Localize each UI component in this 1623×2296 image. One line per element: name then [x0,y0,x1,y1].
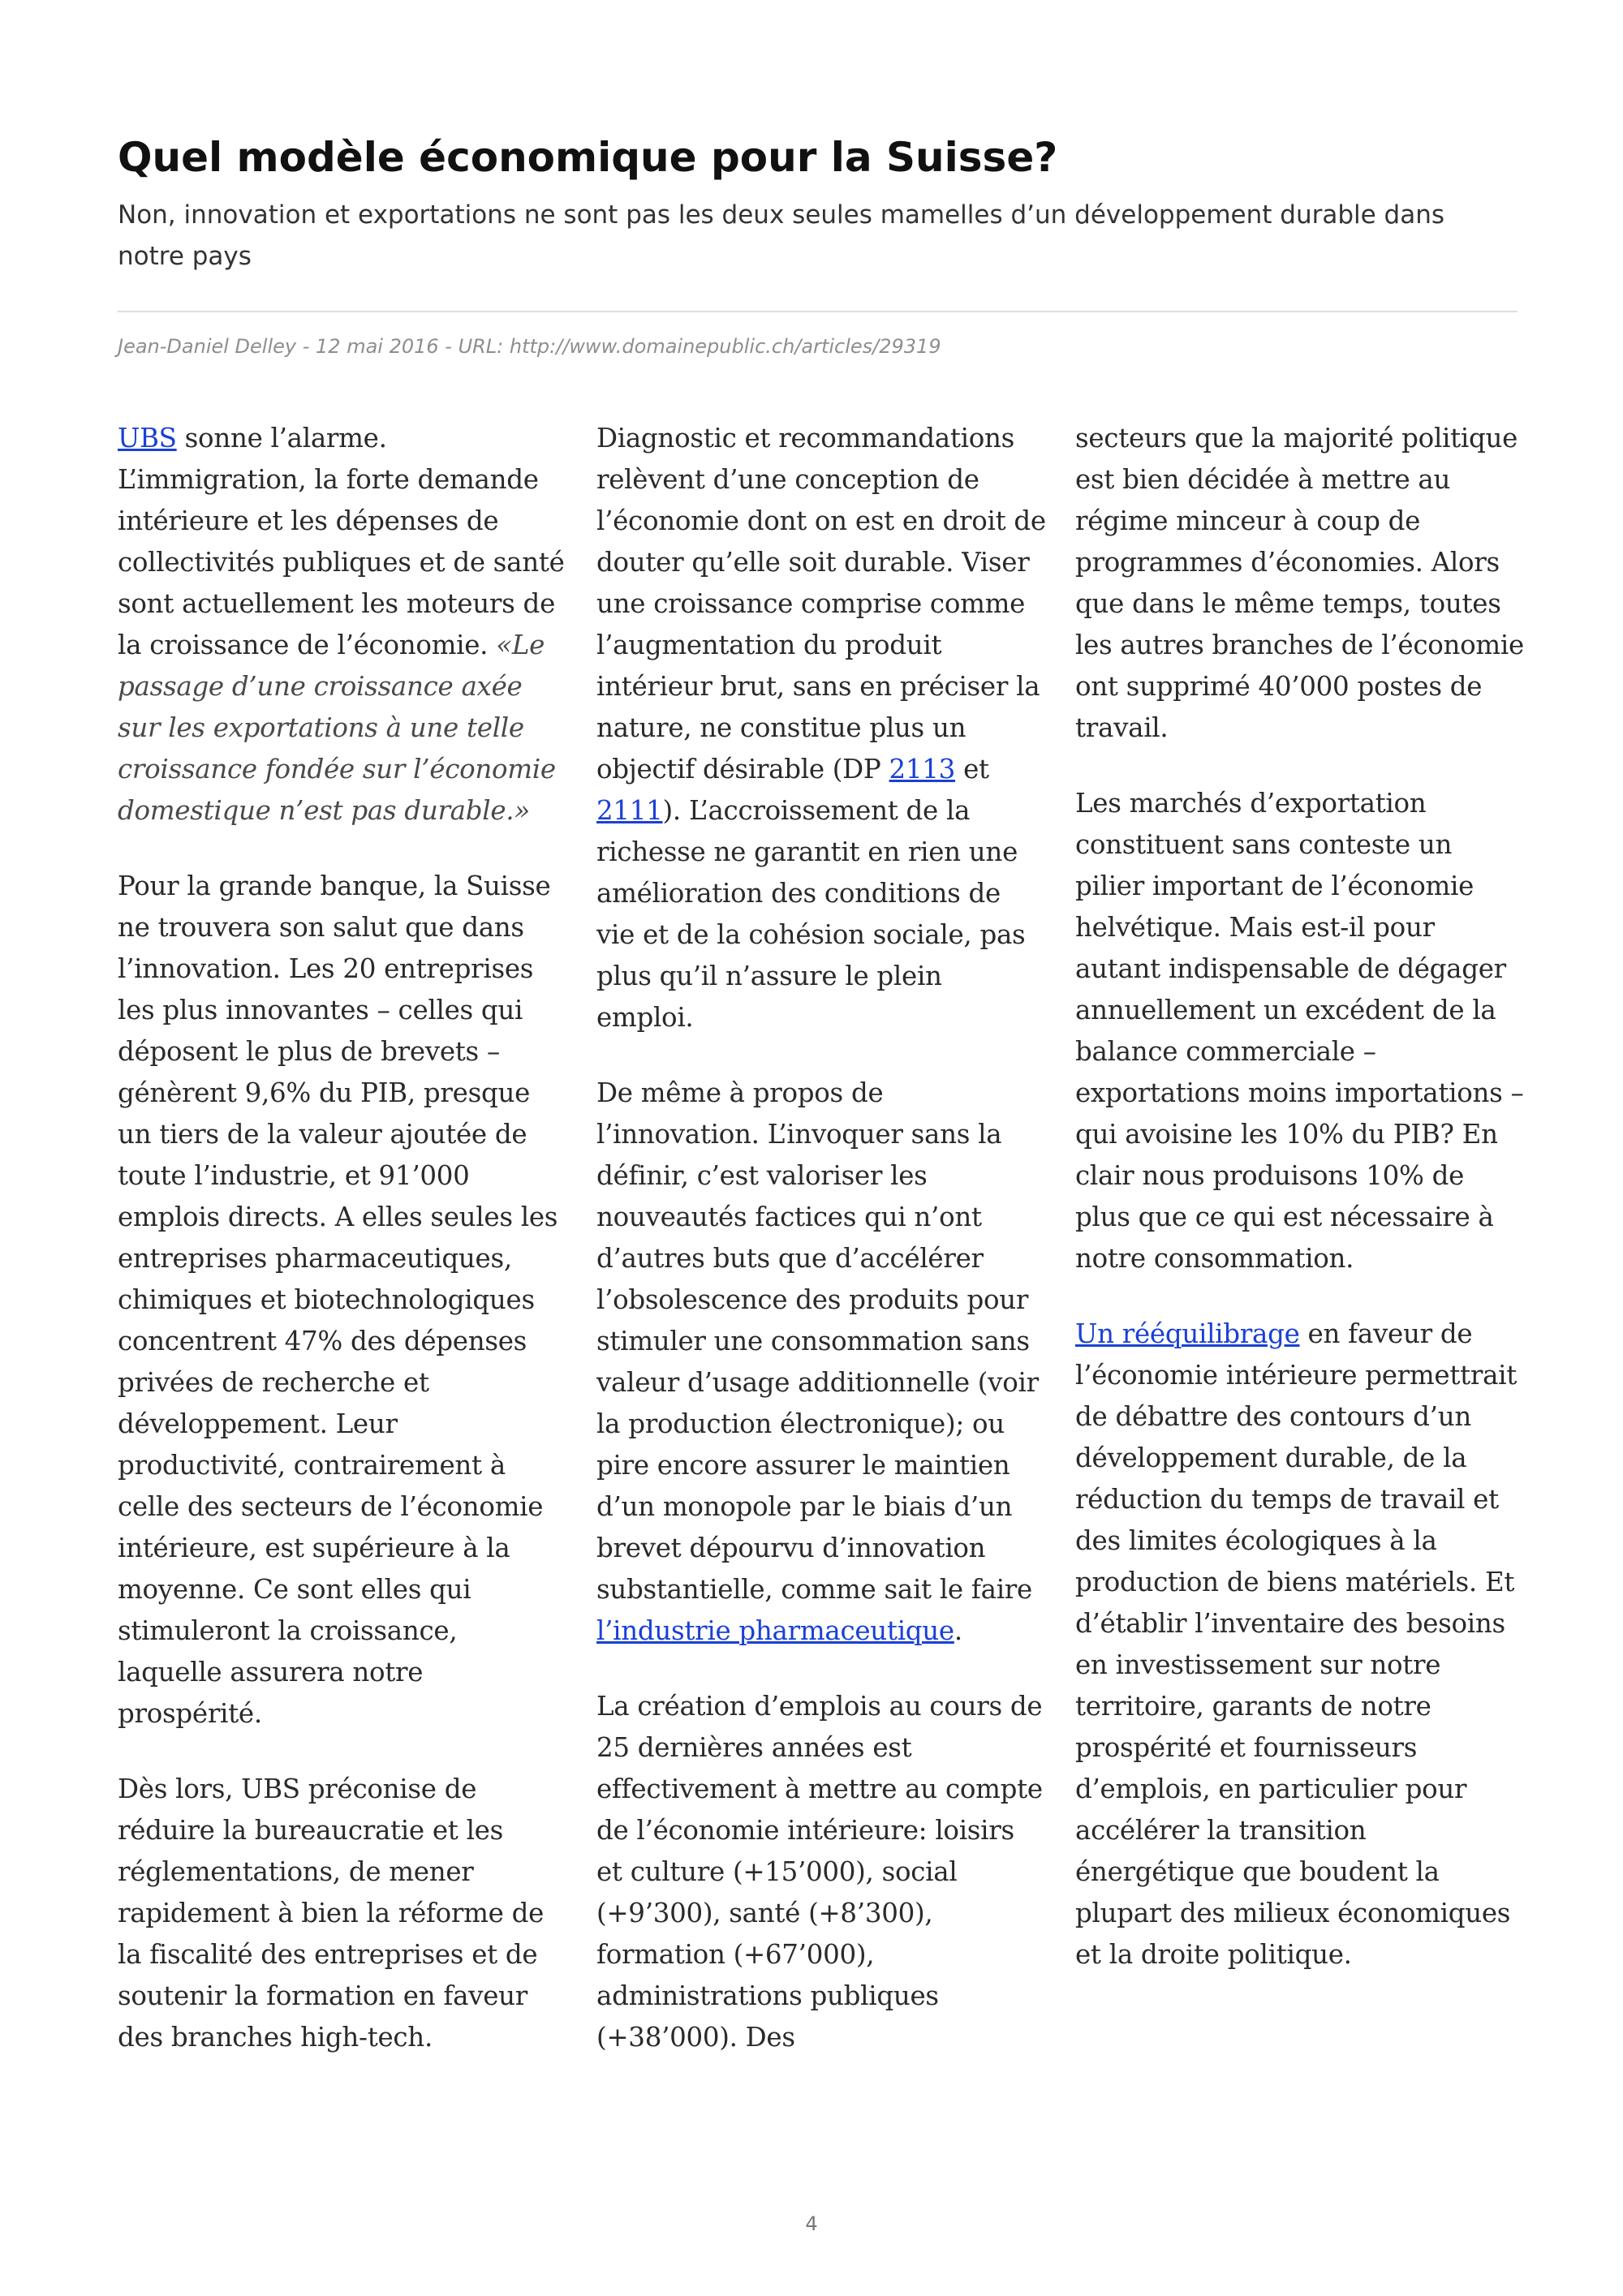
paragraph-rebalancing [1075,1314,1526,1976]
dp-2113-link[interactable]: 2113 [889,754,956,785]
article-byline: Jean-Daniel Delley - 12 mai 2016 - URL: http://www.domainepublic.ch/articles/29319 [118,335,941,358]
paragraph-innovation-critique [596,1073,1047,1652]
text-column-2 [596,418,1047,2058]
ubs-link[interactable]: UBS [118,423,177,454]
ubs-quote: «Le passage d’une croissance axée sur les exportations à une telle croissance fondée sur l’économie domestique n’est pas durable.» [118,630,556,826]
rebalancing-link[interactable]: Un rééquilibrage [1075,1318,1300,1349]
article-title: Quel modèle économique pour la Suisse? [118,134,1058,181]
paragraph-innovation-critique-text: De même à propos de l’innovation. L’invoquer sans la définir, c’est valoriser les nouveautés factices qui n’ont d’autres buts que d’accélérer l’obsolescence des produits pour stimuler une consommation sans valeur d’usage additionnelle (voir la production électronique); ou pire encore assurer le maintien d’un monopole par le biais d’un brevet dépourvu d’innovation substantielle, comme sait le faire [596,1077,1039,1605]
pharma-industry-link[interactable]: l’industrie pharmaceutique [596,1615,954,1646]
text-column-1 [118,418,568,2058]
paragraph-job-creation-cont: secteurs que la majorité politique est bien décidée à mettre au régime minceur à coup de programmes d’économies. Alors que dans le même temps, toutes les autres branches de l’économie ont supprimé 40’000 postes de travail. [1075,423,1524,743]
page-number: 4 [805,2212,818,2235]
paragraph-intro-text: sonne l’alarme. L’immigration, la forte demande intérieure et les dépenses de collectivités publiques et de santé sont actuellement les moteurs de la croissance de l’économie. [118,423,565,660]
text-column-3 [1075,418,1526,1976]
paragraph-exports: Les marchés d’exportation constituent sans conteste un pilier important de l’économie helvétique. Mais est-il pour autant indispensable de dégager annuellement un excédent de la balance commerciale – exportations moins importations – qui avoisine les 10% du PIB? En clair nous produisons 10% de plus que ce qui est nécessaire à notre consommation. [1075,788,1524,1274]
paragraph-innovation: Pour la grande banque, la Suisse ne trouvera son salut que dans l’innovation. Les 20 entreprises les plus innovantes – celles qui déposent le plus de brevets – génèrent 9,6% du PIB, presque un tiers de la valeur ajoutée de toute l’industrie, et 91’000 emplois directs. A elles seules les entreprises pharmaceutiques, chimiques et biotechnologiques concentrent 47% des dépenses privées de recherche et développement. Leur productivité, contrairement à celle des secteurs de l’économie intérieure, est supérieure à la moyenne. Ce sont elles qui stimuleront la croissance, laquelle assurera notre prospérité. [118,871,558,1729]
paragraph-recommendations: Dès lors, UBS préconise de réduire la bureaucratie et les réglementations, de mener rapidement à bien la réforme de la fiscalité des entreprises et de soutenir la formation en faveur des branches high-tech. [118,1774,545,2053]
dp-2111-link[interactable]: 2111 [596,795,663,826]
paragraph-innovation-critique-end: . [954,1615,962,1646]
paragraph-diagnosis-text: Diagnostic et recommandations relèvent d’une conception de l’économie dont on est en droit de douter qu’elle soit durable. Viser une croissance comprise comme l’augmentation du produit intérieur brut, sans en préciser la nature, ne constitue plus un objectif désirable (DP [596,423,1046,785]
header-divider [118,311,1518,312]
conjunction-text: et [955,754,989,785]
paragraph-job-creation: La création d’emplois au cours de 25 dernières années est effectivement à mettre au compte de l’économie intérieure: loisirs et culture (+15’000), social (+9’300), santé (+8’300), formation (+67’000), administrations publiques (+38’000). Des [596,1691,1043,2053]
paragraph-diagnosis-end: ). L’accroissement de la richesse ne garantit en rien une amélioration des conditions de vie et de la cohésion sociale, pas plus qu’il n’assure le plein emploi. [596,795,1026,1033]
paragraph-diagnosis [596,418,1047,1038]
paragraph-intro [118,418,568,832]
article-subtitle: Non, innovation et exportations ne sont pas les deux seules mamelles d’un développement durable dans notre pays [118,200,1445,271]
paragraph-rebalancing-text: en faveur de l’économie intérieure permettrait de débattre des contours d’un développement durable, de la réduction du temps de travail et des limites écologiques à la production de biens matériels. Et d’établir l’inventaire des besoins en investissement sur notre territoire, garants de notre prospérité et fournisseurs d’emplois, en particulier pour accélérer la transition énergétique que boudent la plupart des milieux économiques et la droite politique. [1075,1318,1518,1970]
